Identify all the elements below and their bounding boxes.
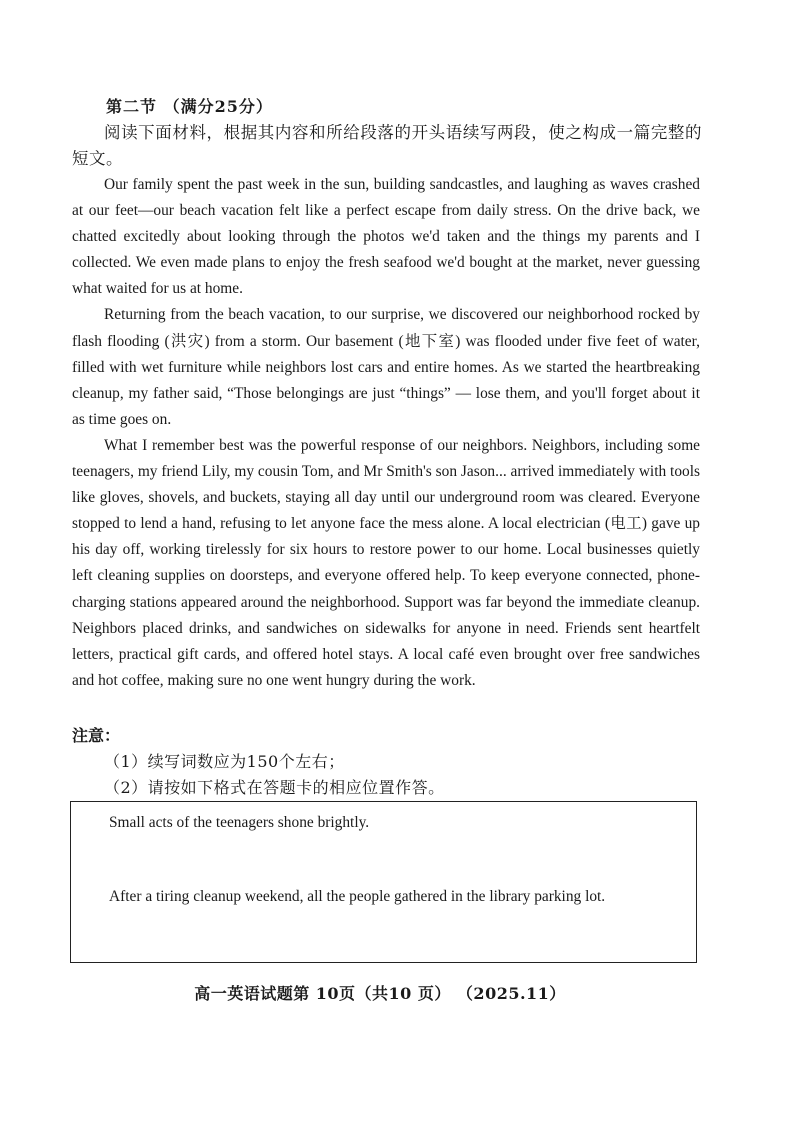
reading-passage: [72, 172, 700, 694]
continuation-opening-2: After a tiring cleanup weekend, all the people gathered in the library parking lot.: [109, 888, 606, 905]
passage-paragraph-2: Returning from the beach vacation, to our surprise, we discovered our neighborhood rocked by flash flooding (洪灾) from a storm. Our basement (地下室) was flooded under five feet of water, filled with wet furniture while neighbors lost cars and entire homes. As we started the heartbreaking cleanup, my father said, “Those belongings are just “things” — lose them, and you'll forget about it as time goes on.: [72, 306, 700, 428]
passage-paragraph-1: Our family spent the past week in the sun, building sandcastles, and laughing as waves crashed at our feet—our beach vacation felt like a perfect escape from daily stress. On the drive back, we chatted excitedly about looking through the photos we'd taken and the things my parents and I collected. We even made plans to enjoy the fresh seafood we'd bought at the market, never guessing what waited for us at home.: [72, 176, 700, 298]
continuation-opening-1: Small acts of the teenagers shone brightly.: [109, 814, 370, 831]
section-title: 第二节 （满分25分）: [106, 97, 273, 116]
answer-format-box: [70, 801, 697, 963]
notes-label: 注意：: [72, 726, 121, 745]
note-item-format: （2）请按如下格式在答题卡的相应位置作答。: [104, 778, 445, 797]
note-item-word-count: （1）续写词数应为150个左右；: [104, 752, 345, 771]
page-footer: 高一英语试题第 10页（共10 页） （2025.11）: [194, 984, 566, 1003]
instruction-text: 阅读下面材料，根据其内容和所给段落的开头语续写两段，使之构成一篇完整的短文。: [72, 123, 702, 168]
passage-paragraph-3: What I remember best was the powerful response of our neighbors. Neighbors, including some teenagers, my friend Lily, my cousin Tom, and Mr Smith's son Jason... arrived immediately with tools like gloves, shovels, and buckets, staying all day until our underground room was cleared. Everyone stopped to lend a hand, refusing to let anyone face the mess alone. A local electrician (电工) gave up his day off, working tirelessly for six hours to restore power to our home. Local businesses quietly left cleaning supplies on doorsteps, and everyone offered help. To keep everyone connected, phone-charging stations appeared around the neighborhood. Support was far beyond the immediate cleanup. Neighbors placed drinks, and sandwiches on sidewalks for anyone in need. Friends sent heartfelt letters, practical gift cards, and offered hotel stays. A local café even brought over free sandwiches and hot coffee, making sure no one went hungry during the work.: [72, 436, 700, 689]
